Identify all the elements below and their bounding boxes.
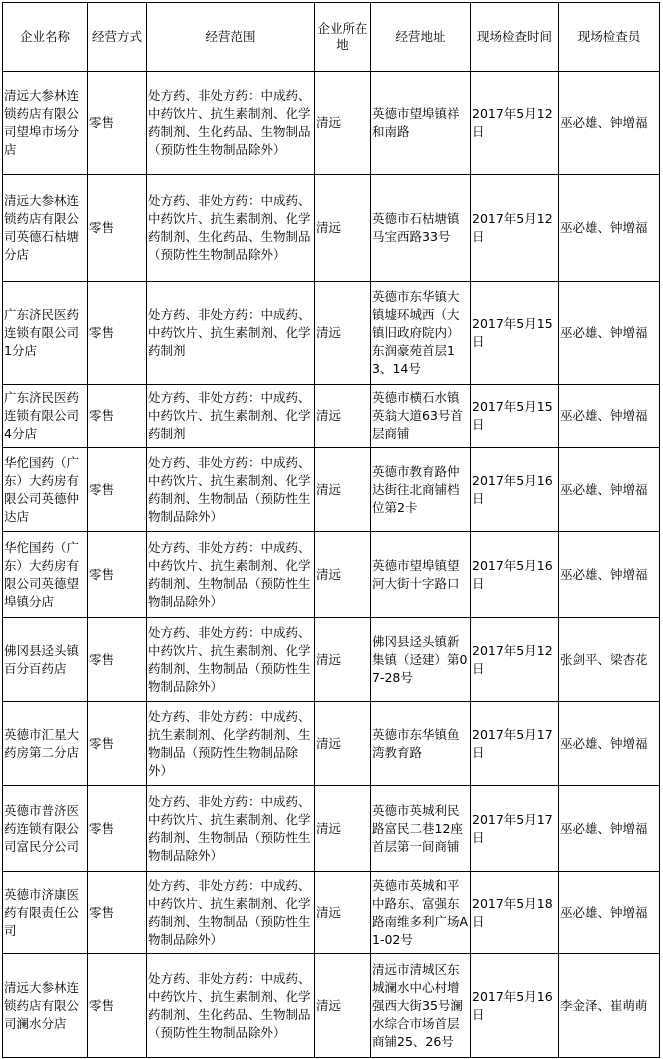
inspectors-cell: 巫必雄、钟增福 (559, 532, 660, 618)
table-row (3, 282, 660, 385)
business-scope-cell: 处方药、非处方药：中成药、中药饮片、抗生素制剂、化学药制剂、生物制品（预防性生物制品除外） (147, 448, 315, 532)
address-cell: 清远市清城区东城澜水中心村增强西大街35号澜水综合市场首层商铺25、26号 (371, 954, 471, 1058)
inspection-date-cell: 2017年5月16日 (471, 954, 559, 1058)
header-inspection-time: 现场检查时间 (471, 3, 559, 72)
business-mode-cell: 零售 (88, 175, 147, 282)
company-name-cell: 英德市普济医药连锁有限公司富民分公司 (3, 786, 88, 872)
address-cell: 英德市教育路仲达街往北商铺档位第2卡 (371, 448, 471, 532)
inspection-date-cell: 2017年5月15日 (471, 385, 559, 448)
company-name-cell: 华佗国药（广东）大药房有限公司英德仲达店 (3, 448, 88, 532)
table-row (3, 954, 660, 1058)
inspection-date-cell: 2017年5月17日 (471, 786, 559, 872)
location-cell: 清远 (315, 872, 371, 954)
business-mode-cell: 零售 (88, 385, 147, 448)
location-cell: 清远 (315, 282, 371, 385)
inspectors-cell: 张剑平、梁杏花 (559, 618, 660, 702)
company-name-cell: 广东济民医药连锁有限公司1分店 (3, 282, 88, 385)
inspection-date-cell: 2017年5月12日 (471, 618, 559, 702)
inspectors-cell: 巫必雄、钟增福 (559, 72, 660, 175)
address-cell: 英德市东华镇大镇墟环城西（大镇旧政府院内）东润豪苑首层13、14号 (371, 282, 471, 385)
inspectors-cell: 巫必雄、钟增福 (559, 385, 660, 448)
address-cell: 英德市英城和平中路东、富强东路南维多利广场A1-02号 (371, 872, 471, 954)
location-cell: 清远 (315, 786, 371, 872)
company-name-cell: 清远大参林连锁药店有限公司望埠市场分店 (3, 72, 88, 175)
header-business-address: 经营地址 (371, 3, 471, 72)
business-mode-cell: 零售 (88, 954, 147, 1058)
business-scope-cell: 处方药、非处方药：中成药、中药饮片、抗生素制剂、化学药制剂、生化药品、生物制品（预防性生物制品除外） (147, 175, 315, 282)
inspection-date-cell: 2017年5月15日 (471, 282, 559, 385)
address-cell: 英德市横石水镇英翁大道63号首层商铺 (371, 385, 471, 448)
location-cell: 清远 (315, 702, 371, 786)
inspection-date-cell: 2017年5月16日 (471, 532, 559, 618)
business-scope-cell: 处方药、非处方药：中成药、中药饮片、抗生素制剂、化学药制剂、生物制品（预防性生物制品除外） (147, 872, 315, 954)
inspection-date-cell: 2017年5月17日 (471, 702, 559, 786)
inspectors-cell: 巫必雄、钟增福 (559, 175, 660, 282)
business-mode-cell: 零售 (88, 448, 147, 532)
business-scope-cell: 处方药、非处方药：中成药、中药饮片、抗生素制剂、化学药制剂 (147, 385, 315, 448)
inspection-date-cell: 2017年5月12日 (471, 72, 559, 175)
address-cell: 英德市英城利民路富民二巷12座首层第一间商铺 (371, 786, 471, 872)
business-scope-cell: 处方药、非处方药：中成药、中药饮片、抗生素制剂、化学药制剂 (147, 282, 315, 385)
table-row (3, 448, 660, 532)
business-scope-cell: 处方药、非处方药：中成药、中药饮片、抗生素制剂、化学药制剂、生物制品（预防性生物制品除外） (147, 618, 315, 702)
inspectors-cell: 巫必雄、钟增福 (559, 872, 660, 954)
table-row (3, 786, 660, 872)
company-name-cell: 广东济民医药连锁有限公司4分店 (3, 385, 88, 448)
table-row (3, 618, 660, 702)
business-mode-cell: 零售 (88, 282, 147, 385)
header-company-location: 企业所在地 (315, 3, 371, 72)
inspectors-cell: 巫必雄、钟增福 (559, 448, 660, 532)
inspection-date-cell: 2017年5月16日 (471, 448, 559, 532)
company-name-cell: 英德市汇星大药房第二分店 (3, 702, 88, 786)
table-row (3, 385, 660, 448)
table-row (3, 72, 660, 175)
company-name-cell: 清远大参林连锁药店有限公司英德石枯塘分店 (3, 175, 88, 282)
inspectors-cell: 李金泽、崔萌萌 (559, 954, 660, 1058)
table-row (3, 702, 660, 786)
business-scope-cell: 处方药、非处方药：中成药、中药饮片、抗生素制剂、化学药制剂、生物制品（预防性生物制品除外） (147, 532, 315, 618)
table-row (3, 175, 660, 282)
business-scope-cell: 处方药、非处方药：中成药、抗生素制剂、化学药制剂、生物制品（预防性生物制品除外） (147, 702, 315, 786)
address-cell: 英德市东华镇鱼湾教育路 (371, 702, 471, 786)
company-name-cell: 华佗国药（广东）大药房有限公司英德望埠镇分店 (3, 532, 88, 618)
location-cell: 清远 (315, 954, 371, 1058)
location-cell: 清远 (315, 385, 371, 448)
inspection-table (2, 2, 660, 1058)
table-row (3, 872, 660, 954)
address-cell: 英德市望埠镇望河大街十字路口 (371, 532, 471, 618)
business-mode-cell: 零售 (88, 872, 147, 954)
business-mode-cell: 零售 (88, 786, 147, 872)
company-name-cell: 佛冈县迳头镇百分百药店 (3, 618, 88, 702)
business-scope-cell: 处方药、非处方药：中成药、中药饮片、抗生素制剂、化学药制剂、生化药品、生物制品（预防性生物制品除外） (147, 72, 315, 175)
location-cell: 清远 (315, 448, 371, 532)
address-cell: 佛冈县迳头镇新集镇（迳建）第07-28号 (371, 618, 471, 702)
inspection-date-cell: 2017年5月12日 (471, 175, 559, 282)
company-name-cell: 清远大参林连锁药店有限公司澜水分店 (3, 954, 88, 1058)
header-inspectors: 现场检查员 (559, 3, 660, 72)
inspection-date-cell: 2017年5月18日 (471, 872, 559, 954)
business-mode-cell: 零售 (88, 72, 147, 175)
address-cell: 英德市望埠镇祥和南路 (371, 72, 471, 175)
table-row (3, 532, 660, 618)
location-cell: 清远 (315, 532, 371, 618)
header-row (3, 3, 660, 72)
inspectors-cell: 巫必雄、钟增福 (559, 786, 660, 872)
business-scope-cell: 处方药、非处方药：中成药、中药饮片、抗生素制剂、化学药制剂、生化药品、生物制品（预防性生物制品除外） (147, 954, 315, 1058)
company-name-cell: 英德市济康医药有限责任公司 (3, 872, 88, 954)
location-cell: 清远 (315, 618, 371, 702)
business-mode-cell: 零售 (88, 618, 147, 702)
header-business-scope: 经营范围 (147, 3, 315, 72)
inspectors-cell: 巫必雄、钟增福 (559, 282, 660, 385)
header-company-name: 企业名称 (3, 3, 88, 72)
inspectors-cell: 巫必雄、钟增福 (559, 702, 660, 786)
business-scope-cell: 处方药、非处方药：中成药、中药饮片、抗生素制剂、化学药制剂、生物制品（预防性生物制品除外） (147, 786, 315, 872)
business-mode-cell: 零售 (88, 532, 147, 618)
business-mode-cell: 零售 (88, 702, 147, 786)
address-cell: 英德市石枯塘镇马宝西路33号 (371, 175, 471, 282)
header-business-mode: 经营方式 (88, 3, 147, 72)
location-cell: 清远 (315, 72, 371, 175)
location-cell: 清远 (315, 175, 371, 282)
